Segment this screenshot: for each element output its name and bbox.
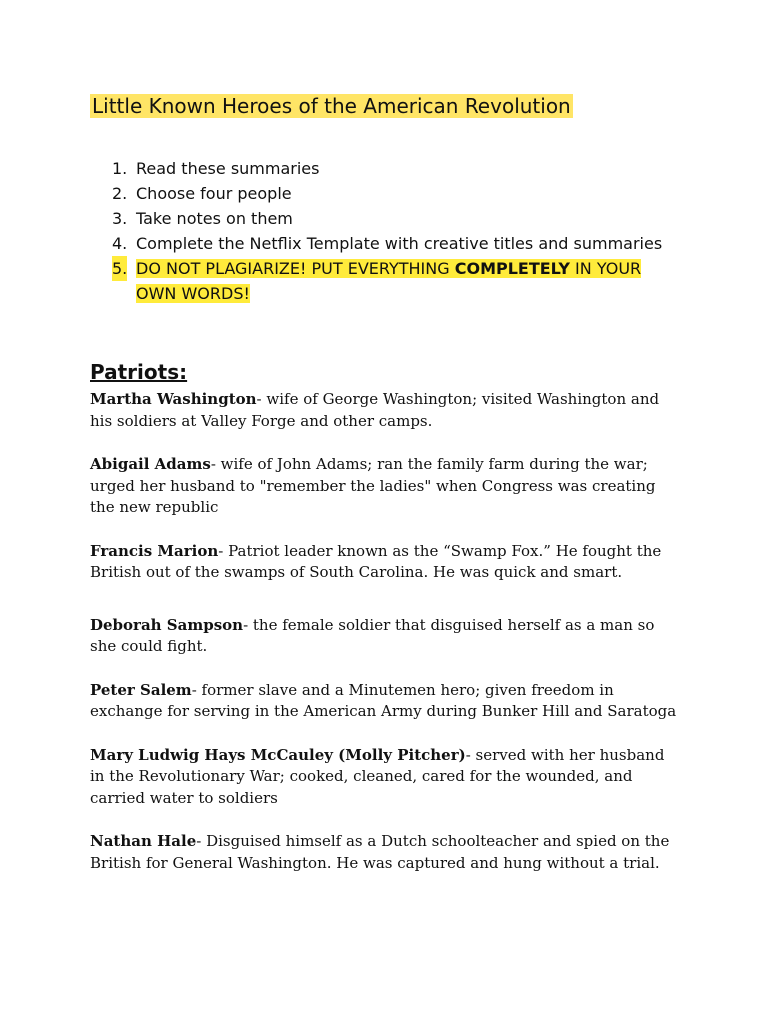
instruction-number: 5. (112, 256, 127, 281)
patriot-description: - Patriot leader known as the “Swamp Fox.” He fought the British out of the swamps of South Carolina. He was quick and smart. (90, 541, 662, 581)
patriot-name: Nathan Hale (90, 832, 197, 850)
patriot-description: - Disguised himself as a Dutch schoolteacher and spied on the British for General Washington. He was captured and hung without a trial. (90, 832, 670, 872)
instruction-item (112, 231, 672, 256)
instruction-text: Read these summaries (136, 159, 320, 178)
section-heading: Patriots: (90, 360, 188, 384)
instruction-list (112, 156, 672, 306)
instruction-number: 2. (112, 184, 128, 203)
patriot-name: Mary Ludwig Hays McCauley (Molly Pitcher) (90, 745, 466, 764)
patriot-description: - wife of George Washington; visited Washington and his soldiers at Valley Forge and other camps. (90, 390, 660, 430)
instruction-number: 3. (112, 209, 128, 228)
patriot-name: Martha Washington (90, 390, 257, 408)
patriot-name: Deborah Sampson (90, 615, 244, 634)
patriot-description: - wife of John Adams; ran the family farm during the war; urged her husband to "remember the ladies" when Congress was creating the new republic (90, 455, 656, 516)
instruction-number: 4. (112, 234, 128, 253)
patriot-description: - the female soldier that disguised herself as a man so she could fight. (90, 615, 655, 655)
instruction-text: Take notes on them (136, 209, 293, 228)
patriot-name: Peter Salem (90, 680, 192, 699)
patriot-description: - served with her husband in the Revolutionary War; cooked, cleaned, cared for the wounded, and carried water to soldiers (90, 745, 665, 807)
instruction-item (112, 181, 672, 206)
patriot-entry (90, 454, 680, 519)
patriot-name: Francis Marion (90, 541, 219, 560)
patriot-entry (90, 745, 680, 810)
page-title-text: Little Known Heroes of the American Revolution (92, 94, 571, 118)
patriot-description: - former slave and a Minutemen hero; given freedom in exchange for serving in the American Army during Bunker Hill and Saratoga (90, 680, 677, 720)
patriot-entry (90, 680, 680, 723)
instruction-item (112, 156, 672, 181)
instruction-item (112, 206, 672, 231)
patriot-entry (90, 389, 680, 432)
instruction-number: 1. (112, 159, 128, 178)
warning-text-end: IN YOUR OWN WORDS! (136, 259, 642, 303)
patriot-entry (90, 831, 680, 874)
page-title (90, 92, 573, 120)
patriot-name: Abigail Adams (90, 455, 211, 473)
patriot-entry (90, 541, 680, 584)
instruction-item-warning (112, 256, 672, 306)
instruction-text-warning (136, 259, 641, 303)
instruction-text: Choose four people (136, 184, 292, 203)
warning-emphasis: COMPLETELY (454, 259, 570, 278)
warning-text-start: DO NOT PLAGIARIZE! PUT EVERYTHING (136, 259, 455, 278)
patriot-entry (90, 615, 680, 658)
patriot-list (90, 389, 680, 874)
instruction-text: Complete the Netflix Template with creative titles and summaries (136, 234, 663, 253)
